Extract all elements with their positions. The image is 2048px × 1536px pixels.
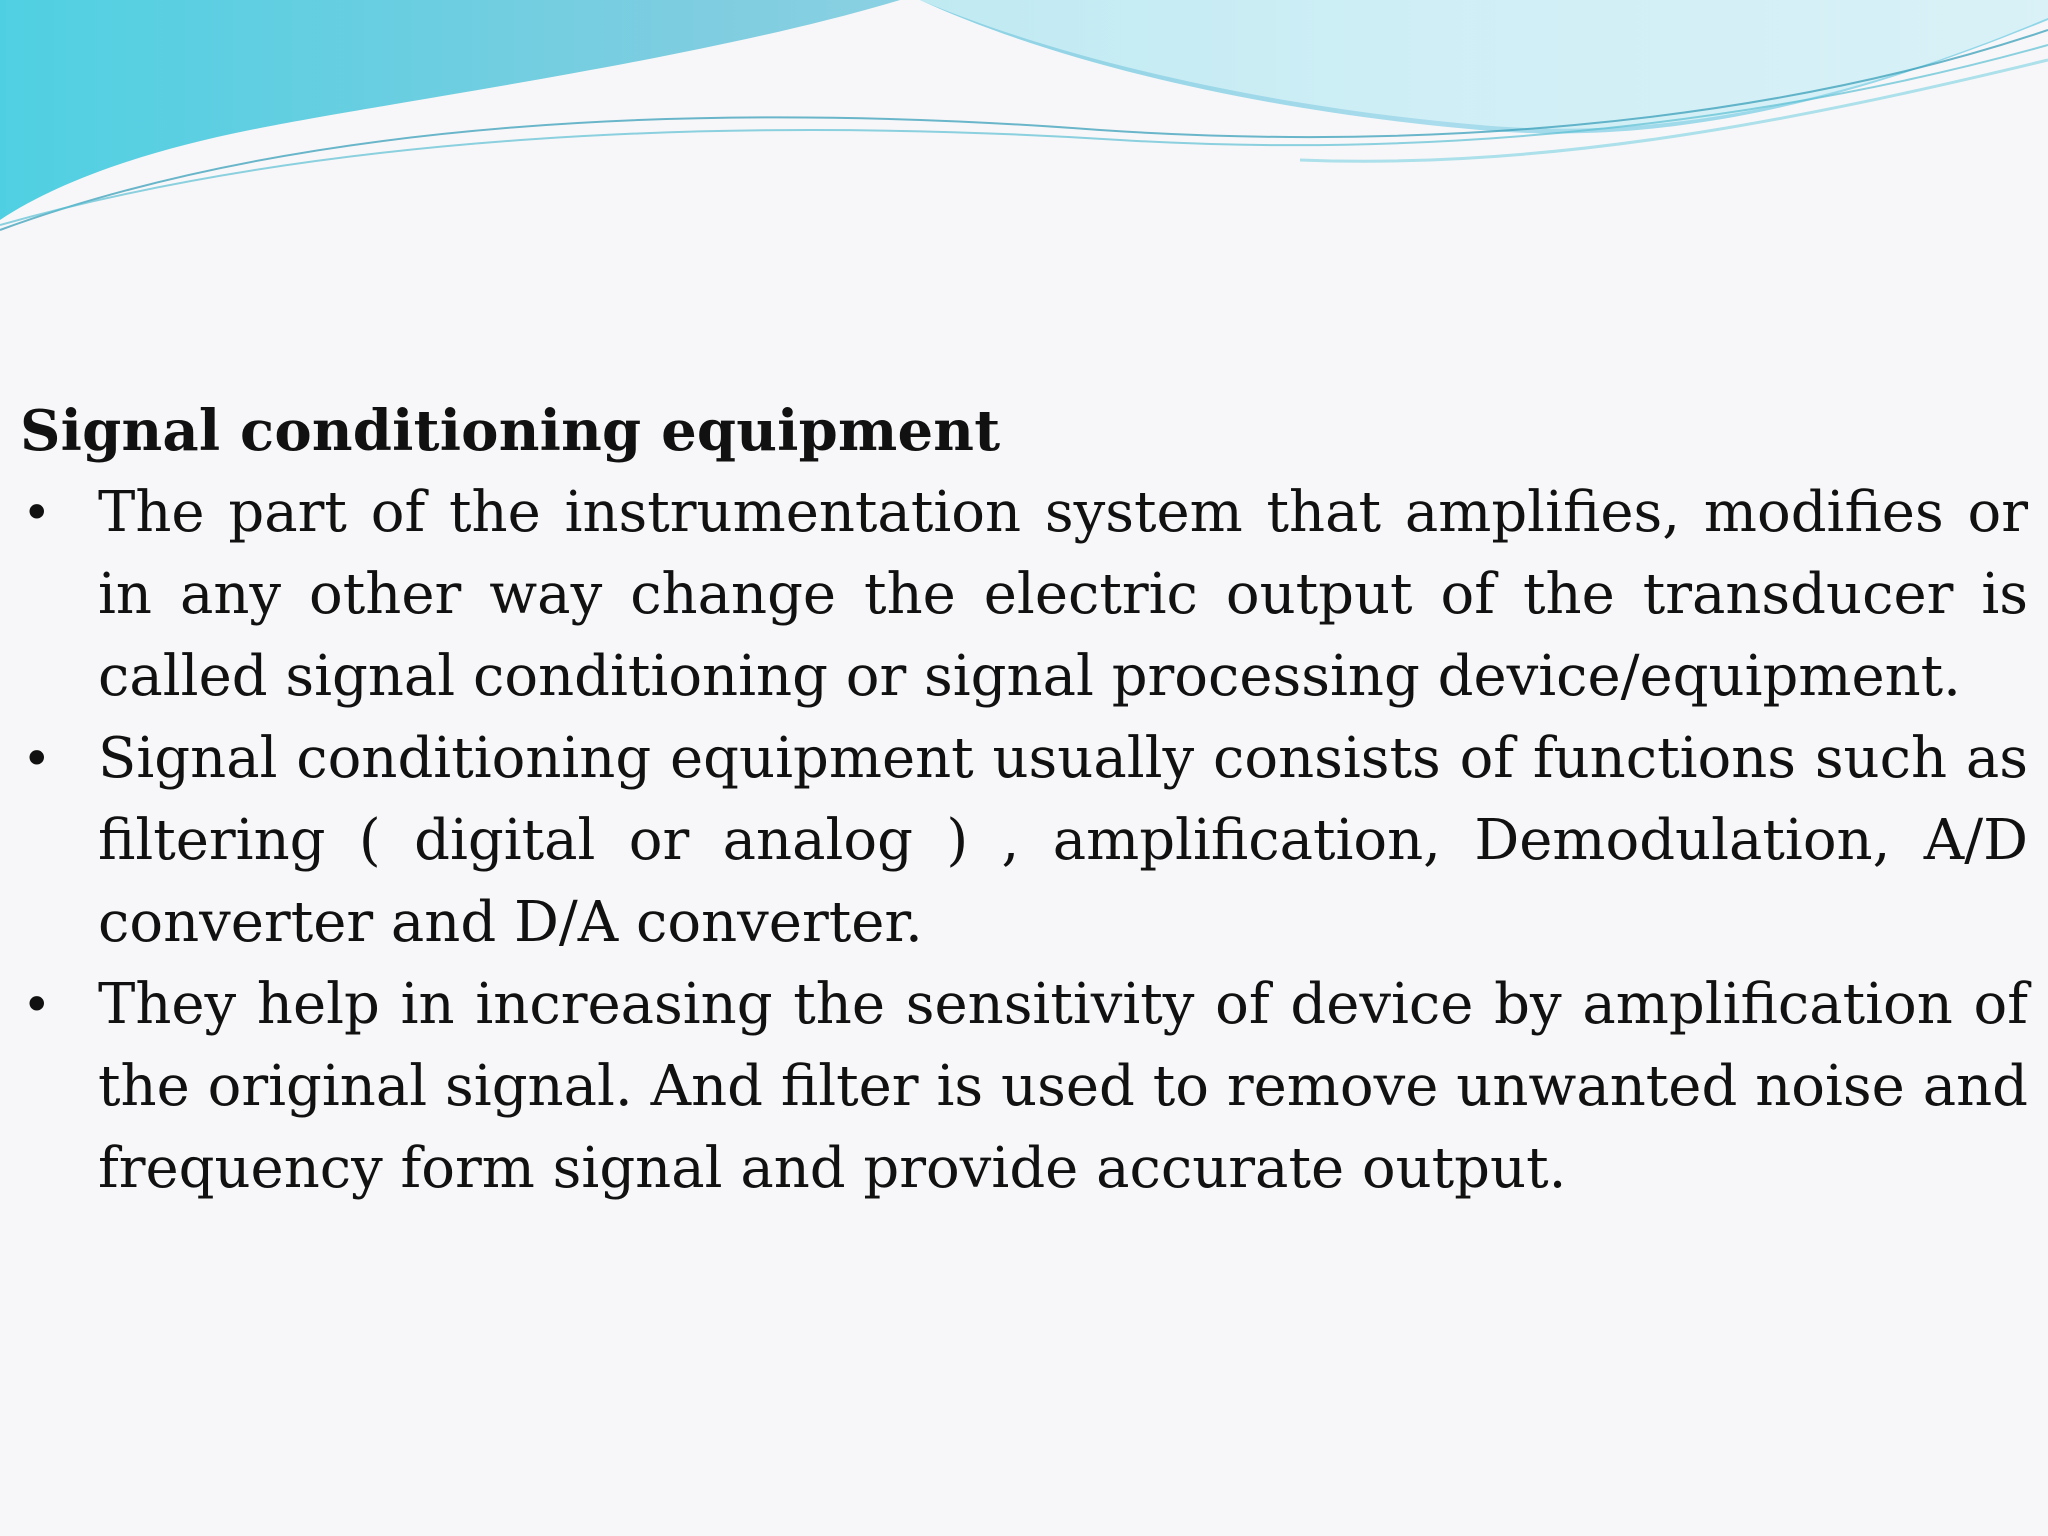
bullet-dot: • [22,730,52,788]
bullet-list [20,472,2028,1210]
bullet-item [20,472,2028,718]
bullet-item [20,964,2028,1210]
bullet-dot: • [22,484,52,542]
wave-shape-highlight [920,0,2048,129]
bullet-text: They help in increasing the sensitivity of device by amplification of the original signal. And filter is used to remove unwanted noise and frequency form signal and provide accurate output. [98,972,2028,1201]
slide-content [20,390,2028,1210]
wave-banner-decoration [0,0,2048,260]
bullet-text: The part of the instrumentation system that amplifies, modifies or in any other way change the electric output of the transducer is called signal conditioning or signal processing device/equipment. [98,480,2028,709]
bullet-text: Signal conditioning equipment usually consists of functions such as filtering ( digital or analog ) , amplification, Demodulation, A/D converter and D/A converter. [98,726,2028,955]
slide-heading: Signal conditioning equipment [20,398,1001,464]
bullet-item [20,718,2028,964]
bullet-dot: • [22,976,52,1034]
